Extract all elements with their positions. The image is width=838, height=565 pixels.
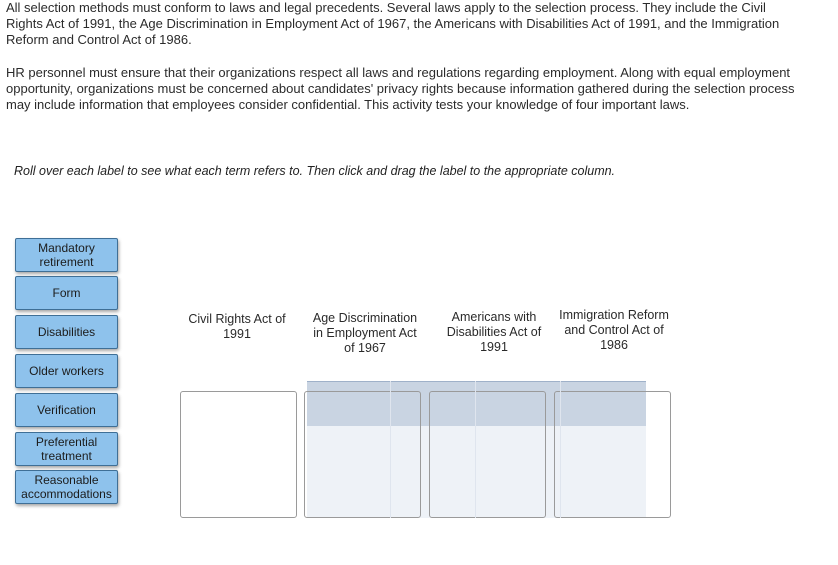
column-header-immigration-reform-act: Immigration Reform and Control Act of 1986 <box>559 308 669 352</box>
label-mandatory-retirement[interactable]: Mandatory retirement <box>15 238 118 272</box>
drop-zone-civil-rights-act[interactable] <box>180 391 297 518</box>
column-separator <box>560 381 561 518</box>
label-form[interactable]: Form <box>15 276 118 310</box>
intro-paragraph-2: HR personnel must ensure that their organizations respect all laws and regulations regarding employment. Along with equal employment opportunity, organizations must be concerned about candidates' privacy rights because information gathered during the selection process may include information that employees consider confidential. This activity tests your knowledge of four important laws. <box>6 65 795 112</box>
intro-paragraph-1: All selection methods must conform to laws and legal precedents. Several laws apply to the selection process. They include the Civil Rights Act of 1991, the Age Discrimination in Employment Act of 1967, the Americans with Disabilities Act of 1991, and the Immigration Reform and Control Act of 1986. <box>6 0 780 47</box>
drop-zone-age-discrimination-act[interactable] <box>304 391 421 518</box>
column-header-civil-rights-act: Civil Rights Act of 1991 <box>188 312 286 341</box>
label-preferential-treatment[interactable]: Preferential treatment <box>15 432 118 466</box>
label-older-workers[interactable]: Older workers <box>15 354 118 388</box>
column-separator <box>475 381 476 518</box>
column-header-age-discrimination-act: Age Discrimination in Employment Act of 1967 <box>312 311 418 355</box>
instruction-text: Roll over each label to see what each term refers to. Then click and drag the label to the appropriate column. <box>14 164 616 178</box>
column-header-americans-with-disabilities-act: Americans with Disabilities Act of 1991 <box>446 310 542 354</box>
column-separator <box>390 381 391 518</box>
label-verification[interactable]: Verification <box>15 393 118 427</box>
label-disabilities[interactable]: Disabilities <box>15 315 118 349</box>
drop-zone-immigration-reform-act[interactable] <box>554 391 671 518</box>
drop-zone-americans-with-disabilities-act[interactable] <box>429 391 546 518</box>
label-reasonable-accommodations[interactable]: Reasonable accommodations <box>15 470 118 504</box>
